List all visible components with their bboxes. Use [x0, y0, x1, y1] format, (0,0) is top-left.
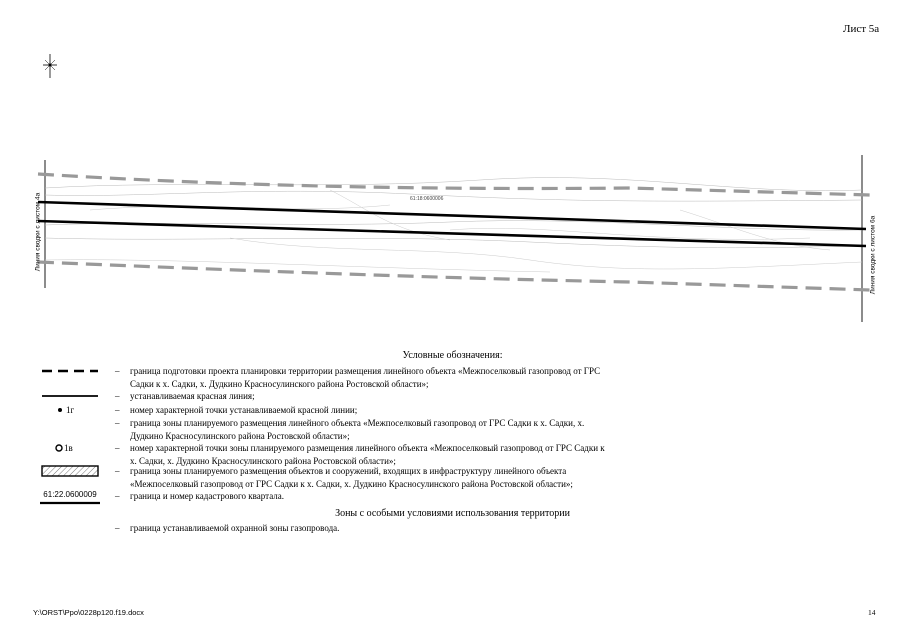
page-number: 14	[868, 608, 876, 617]
legend-dash: –	[115, 391, 120, 401]
hatched-box-icon	[40, 465, 100, 479]
cadastral-line-icon	[40, 501, 100, 506]
north-arrow-icon	[40, 52, 60, 82]
legend-text: граница и номер кадастрового квартала.	[130, 491, 285, 501]
footer-file-path: Y:\ORST\Ppo\0228p120.f19.docx	[33, 608, 144, 617]
sheet-label: Лист 5а	[843, 23, 880, 35]
legend-text: граница зоны планируемого размещения линейного объекта «Межпоселковый газопровод от ГРС Садки к х. Садки, х. Дудкино Красносулинского района Ростовской области»;	[130, 418, 585, 441]
legend-dash: –	[115, 405, 120, 415]
cadastral-number-label: 61:22.0600009	[43, 490, 97, 499]
legend-text: граница подготовки проекта планировки территории размещения линейного объекта «Межпоселковый газопровод от ГРС Садки к х. Садки, х. Дудкино Красносулинского района Ростовской области»;	[130, 366, 601, 389]
legend-dash: –	[115, 366, 120, 376]
project-boundary-line	[38, 174, 870, 290]
plan-drawing	[30, 150, 875, 330]
legend-dash: –	[115, 466, 120, 476]
legend-text: граница устанавливаемой охранной зоны газопровода.	[130, 523, 340, 533]
dashed-line-icon	[40, 365, 100, 379]
legend-item-protection-zone	[0, 522, 905, 562]
solid-line-icon	[40, 390, 100, 404]
legend-dash: –	[115, 523, 120, 533]
left-match-line-label: Линия сводки с листом 4а	[34, 192, 42, 272]
cadastral-quarter-label: 61:18:0600006	[410, 196, 444, 202]
legend-title: Условные обозначения:	[402, 350, 503, 361]
legend-dash: –	[115, 418, 120, 428]
legend-dash: –	[115, 491, 120, 501]
point-ring-label: 1в	[64, 443, 73, 453]
legend-text: номер характерной точки устанавливаемой красной линии;	[130, 405, 358, 415]
legend-text: устанавливаемая красная линия;	[130, 391, 255, 401]
point-dot-label: 1г	[66, 405, 75, 415]
legend-text: номер характерной точки зоны планируемого размещения линейного объекта «Межпоселковый газопровод от ГРС Садки к х. Садки, х. Дудкино Красносулинского района Ростовской области»;	[130, 443, 605, 466]
right-match-line-label: Линия сводки с листом 6а	[869, 215, 877, 295]
legend-dash: –	[115, 443, 120, 453]
legend-text: граница зоны планируемого размещения объектов и сооружений, входящих в инфраструктуру линейного объекта «Межпоселковый газопровод от ГРС Садки к х. Садки, х. Дудкино Красносулинского района Ростовской области»;	[130, 466, 573, 489]
zones-title: Зоны с особыми условиями использования территории	[335, 508, 570, 519]
